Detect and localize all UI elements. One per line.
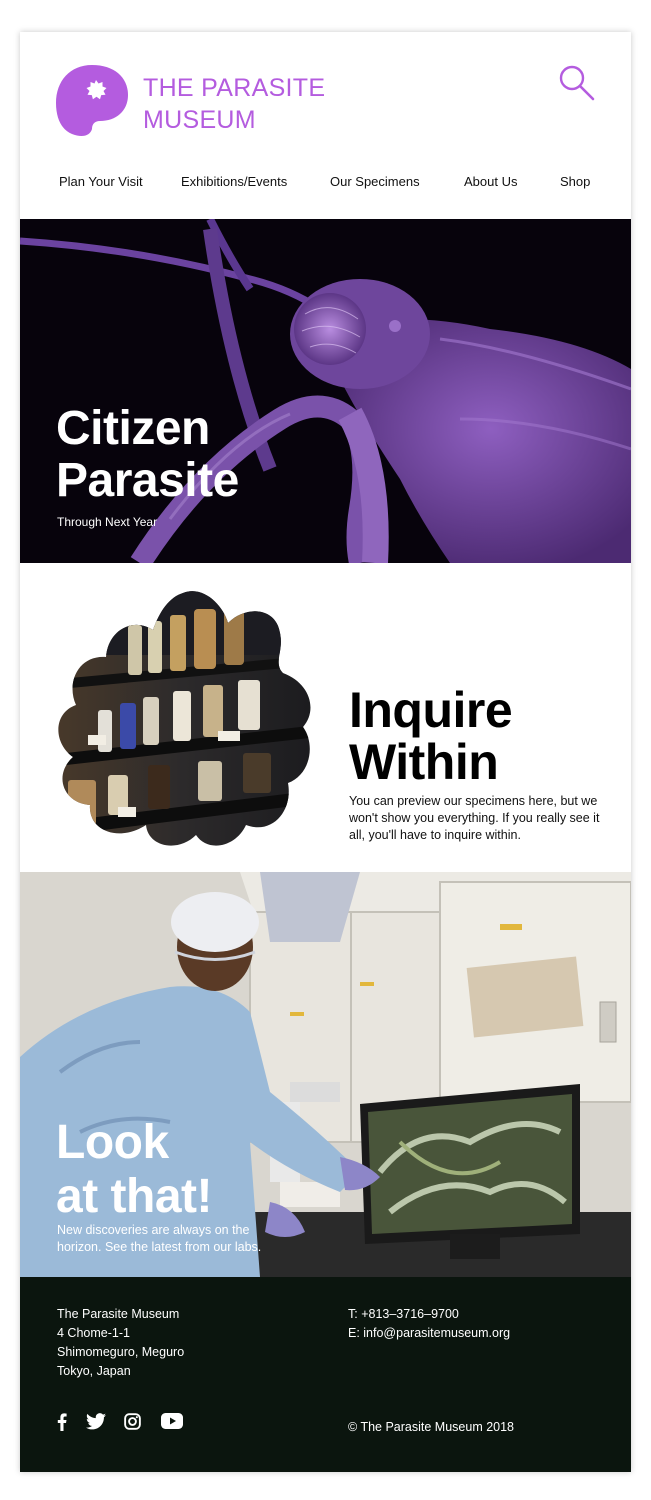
footer-address	[57, 1305, 184, 1381]
inquire-text: You can preview our specimens here, but we won't show you everything. If you really see it all, you'll have to inquire within.	[349, 794, 600, 842]
insect-hero-image	[20, 219, 631, 563]
lab-title-line-1: Look	[56, 1116, 169, 1169]
nav-about-us[interactable]: About Us	[464, 174, 518, 189]
brand-line-1: THE PARASITE	[143, 74, 326, 102]
nav-shop[interactable]: Shop	[560, 174, 591, 189]
twitter-icon[interactable]	[86, 1413, 106, 1435]
inquire-title-line-2: Within	[349, 734, 499, 790]
address-line: Shimomeguro, Meguro	[57, 1345, 185, 1359]
nav-exhibitions-events[interactable]: Exhibitions/Events	[181, 174, 288, 189]
hero-title-line-2: Parasite	[56, 454, 239, 507]
footer-contact	[348, 1305, 510, 1343]
specimen-shelf-image[interactable]	[48, 585, 318, 850]
youtube-icon[interactable]	[161, 1413, 183, 1434]
hero-title	[56, 403, 239, 507]
lab-title	[56, 1116, 212, 1224]
hero-banner[interactable]	[20, 219, 631, 563]
instagram-icon[interactable]	[124, 1413, 141, 1435]
address-line: Tokyo, Japan	[57, 1364, 131, 1378]
lab-text: New discoveries are always on the horizon. See the latest from our labs.	[57, 1223, 262, 1254]
footer-email[interactable]: E: info@parasitemuseum.org	[348, 1326, 511, 1340]
nav-our-specimens[interactable]: Our Specimens	[330, 174, 420, 189]
lab-title-line-2: at that!	[56, 1170, 212, 1223]
facebook-icon[interactable]	[57, 1413, 67, 1436]
footer-copyright: © The Parasite Museum 2018	[348, 1420, 515, 1434]
address-line: The Parasite Museum	[57, 1307, 180, 1321]
site-brand[interactable]	[143, 72, 325, 136]
search-icon[interactable]	[558, 64, 596, 102]
inquire-title-line-1: Inquire	[349, 682, 513, 738]
footer-phone[interactable]: T: +813–3716–9700	[348, 1307, 459, 1321]
brand-line-2: MUSEUM	[143, 106, 256, 134]
site-header	[20, 32, 631, 219]
main-nav	[20, 174, 631, 194]
site-footer	[20, 1277, 631, 1472]
nav-plan-your-visit[interactable]: Plan Your Visit	[59, 174, 143, 189]
address-line: 4 Chome-1-1	[57, 1326, 130, 1340]
inquire-title	[349, 684, 512, 788]
parasite-p-logo-icon[interactable]	[56, 63, 128, 137]
page	[20, 32, 631, 1472]
hero-title-line-1: Citizen	[56, 402, 210, 455]
lab-banner[interactable]	[20, 872, 631, 1277]
inquire-section	[20, 563, 631, 872]
hero-subtitle: Through Next Year	[57, 515, 158, 529]
